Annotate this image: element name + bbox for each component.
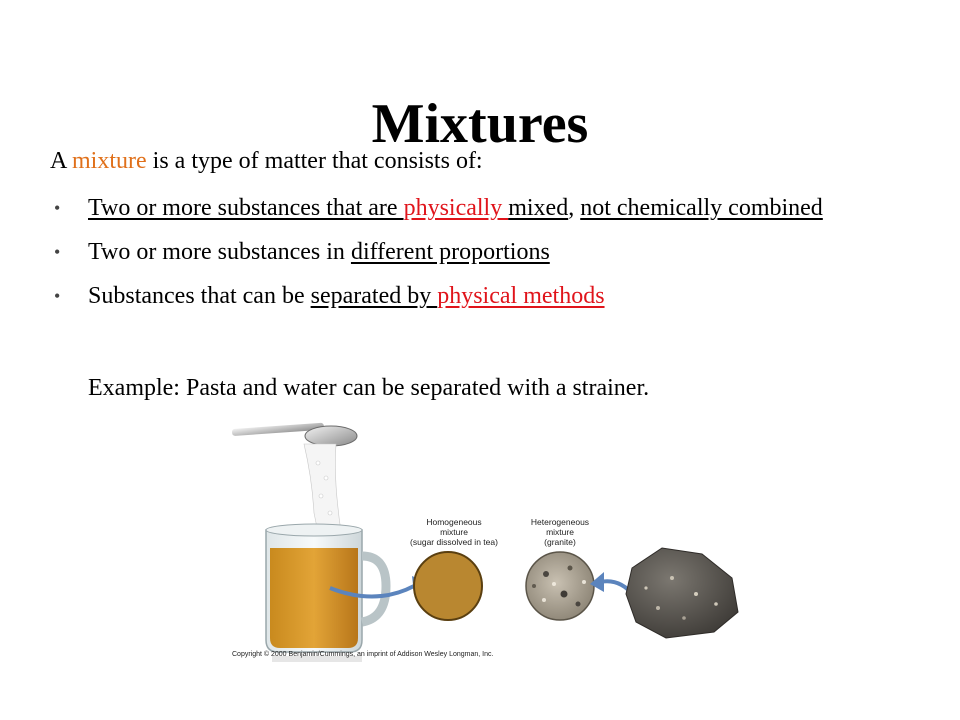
heterogeneous-label	[518, 517, 602, 547]
bullet-item	[50, 280, 850, 312]
bullet-text: different proportions	[350, 239, 550, 265]
mixture-illustration	[226, 418, 786, 668]
homogeneous-label	[406, 517, 502, 547]
bullet-highlight: physical methods	[437, 283, 605, 309]
bullet-list	[50, 192, 850, 324]
copyright-text: Copyright © 2000 Benjamin/Cummings, an imprint of Addison Wesley Longman, Inc.	[232, 651, 494, 658]
heterogeneous-label-line: mixture	[546, 527, 574, 537]
bullet-text: ,	[568, 195, 581, 221]
intro-prefix: A	[50, 148, 73, 174]
heterogeneous-sample-icon	[526, 552, 594, 620]
bullet-text: Two or more substances in	[88, 239, 351, 265]
homogeneous-sample-icon	[414, 552, 482, 620]
bullet-text: mixed	[508, 195, 569, 221]
bullet-highlight: physically	[403, 195, 509, 221]
example-text: Example: Pasta and water can be separated with a strainer.	[88, 375, 650, 401]
bullet-dot-icon: •	[54, 242, 61, 262]
bullet-dot-icon: •	[54, 198, 61, 218]
homogeneous-label-line: mixture	[440, 527, 468, 537]
bullet-text: Substances that can be	[88, 283, 311, 309]
bullet-text: Two or more substances that are	[88, 195, 404, 221]
mixture-illustration-graphic	[226, 418, 786, 668]
homogeneous-label-line: Homogeneous	[426, 517, 482, 527]
intro-suffix: is a type of matter that consists of:	[146, 148, 483, 174]
slide-title: Mixtures	[371, 93, 589, 155]
granite-rock-icon	[626, 548, 738, 638]
tea-mug-icon	[266, 524, 386, 662]
bullet-dot-icon: •	[54, 286, 61, 306]
intro-text	[50, 146, 483, 176]
intro-keyword: mixture	[72, 148, 147, 174]
spoon-icon	[232, 423, 357, 446]
bullet-text: separated by	[310, 283, 438, 309]
homogeneous-label-line: (sugar dissolved in tea)	[410, 537, 498, 547]
heterogeneous-label-line: (granite)	[544, 537, 576, 547]
bullet-item	[50, 192, 850, 224]
bullet-text: not chemically combined	[580, 195, 823, 221]
bullet-item	[50, 236, 850, 268]
heterogeneous-label-line: Heterogeneous	[530, 517, 590, 527]
